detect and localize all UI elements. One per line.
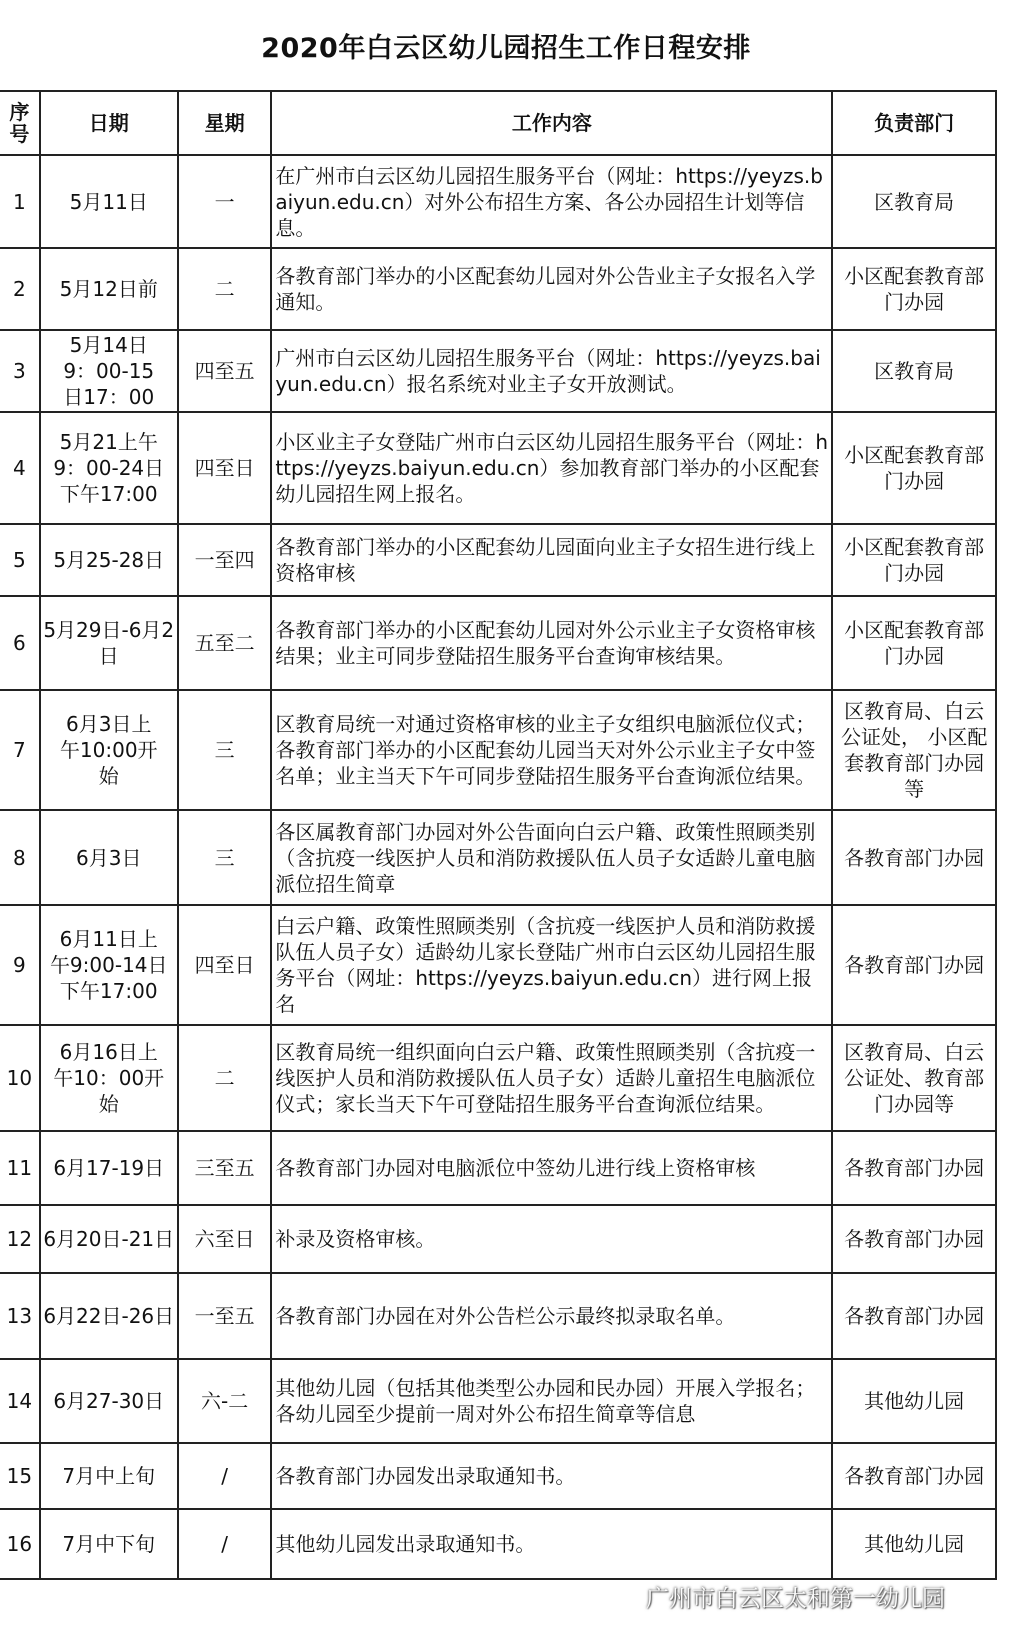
cell-date-text: 6月22日-26日 [43,1304,175,1328]
cell-date-text: 6月3日上午10:00开始 [59,712,158,788]
cell-dept-text: 小区配套教育部门办园 [844,535,985,585]
cell-weekday-text: 四至日 [194,456,255,480]
cell-no-text: 6 [12,631,26,655]
cell-dept-text: 区教育局、白云公证处， 小区配套教育部门办园等 [840,699,988,801]
cell-dept [832,690,996,810]
cell-date [40,1273,178,1359]
cell-content-text: 各教育部门办园发出录取通知书。 [275,1464,576,1488]
table-row [0,248,996,330]
cell-dept-text: 各教育部门办园 [844,1156,985,1180]
page-title: 2020年白云区幼儿园招生工作日程安排 [261,32,751,64]
cell-no [0,248,40,330]
cell-no [0,1131,40,1205]
table-row [0,1025,996,1131]
header-no [0,91,40,155]
header-weekday: 星期 [178,91,272,155]
cell-content-text: 各教育部门举办的小区配套幼儿园对外公示业主子女资格审核结果；业主可同步登陆招生服务平台查询审核结果。 [275,618,816,668]
cell-date-text: 6月20日-21日 [43,1227,175,1251]
cell-content [271,524,832,596]
cell-weekday-text: 二 [214,277,235,301]
cell-no [0,330,40,412]
table-row [0,1131,996,1205]
cell-weekday-text: 五至二 [194,631,255,655]
cell-content-text: 其他幼儿园（包括其他类型公办园和民办园）开展入学报名；各幼儿园至少提前一周对外公布招生简章等信息 [275,1376,816,1426]
cell-no [0,596,40,690]
cell-dept [832,1273,996,1359]
cell-content-text: 小区业主子女登陆广州市白云区幼儿园招生服务平台（网址：https://yeyzs.baiyun.edu.cn）参加教育部门举办的小区配套幼儿园招生网上报名。 [275,430,829,506]
table-row [0,155,996,248]
cell-weekday-text: 三至五 [194,1156,255,1180]
cell-dept-text: 小区配套教育部门办园 [844,618,985,668]
cell-date-text: 6月27-30日 [53,1389,165,1413]
cell-no-text: 2 [12,277,26,301]
cell-no-text: 9 [12,953,26,977]
cell-content-text: 各教育部门办园在对外公告栏公示最终拟录取名单。 [275,1304,736,1328]
cell-no [0,1273,40,1359]
cell-content-text: 其他幼儿园发出录取通知书。 [275,1532,536,1556]
cell-dept [832,524,996,596]
cell-no [0,1205,40,1273]
cell-weekday-text: 一至五 [194,1304,255,1328]
cell-weekday-text: 三 [214,845,235,870]
cell-dept-text: 各教育部门办园 [844,953,985,977]
cell-date [40,155,178,248]
cell-content [271,248,832,330]
table-row [0,905,996,1025]
cell-content [271,330,832,412]
table-row [0,1273,996,1359]
table-row [0,524,996,596]
cell-content [271,690,832,810]
cell-no [0,905,40,1025]
header-date: 日期 [40,91,178,155]
table-row [0,810,996,905]
cell-dept-text: 区教育局、白云公证处、教育部门办园等 [844,1040,985,1116]
table-row [0,596,996,690]
cell-date [40,524,178,596]
wechat-icon [608,1581,638,1611]
cell-date [40,596,178,690]
cell-date-text: 5月25-28日 [53,548,165,572]
cell-dept-text: 各教育部门办园 [844,1304,985,1328]
table-row [0,1509,996,1579]
cell-content-text: 各教育部门办园对电脑派位中签幼儿进行线上资格审核 [275,1156,756,1180]
cell-dept [832,330,996,412]
cell-dept [832,1359,996,1443]
cell-content [271,1273,832,1359]
cell-no-text: 12 [6,1227,33,1251]
cell-dept-text: 各教育部门办园 [844,845,985,870]
table-row [0,690,996,810]
cell-weekday [178,524,272,596]
schedule-table [0,90,997,1580]
cell-no-text: 10 [6,1066,33,1090]
watermark-text: 广州市白云区太和第一幼儿园 [646,1585,945,1612]
cell-weekday-text: 六-二 [200,1389,249,1413]
cell-no-text: 1 [12,189,26,214]
cell-dept [832,1509,996,1579]
cell-no [0,524,40,596]
cell-weekday-text: / [221,1464,228,1488]
table-row [0,412,996,524]
cell-weekday-text: 三 [214,738,235,762]
cell-content [271,1025,832,1131]
cell-content [271,1359,832,1443]
cell-dept [832,155,996,248]
cell-no [0,412,40,524]
cell-dept-text: 区教育局 [874,189,955,214]
cell-weekday-text: 四至日 [194,953,255,977]
cell-date-text: 5月14日9：00-15日17：00 [63,333,155,409]
cell-weekday [178,905,272,1025]
cell-content-text: 各教育部门举办的小区配套幼儿园对外公告业主子女报名入学通知。 [275,264,816,314]
cell-weekday [178,1509,272,1579]
cell-no [0,810,40,905]
cell-date [40,810,178,905]
cell-no-text: 5 [12,548,26,572]
cell-content-text: 各区属教育部门办园对外公告面向白云户籍、政策性照顾类别（含抗疫一线医护人员和消防救援队伍人员子女适龄儿童电脑派位招生简章 [275,819,816,896]
cell-date [40,330,178,412]
cell-date [40,690,178,810]
cell-dept [832,1205,996,1273]
cell-date [40,1205,178,1273]
cell-no [0,1359,40,1443]
cell-weekday [178,1025,272,1131]
cell-content-text: 白云户籍、政策性照顾类别（含抗疫一线医护人员和消防救援队伍人员子女）适龄幼儿家长登陆广州市白云区幼儿园招生服务平台（网址：https://yeyzs.baiyun.edu.cn）进行网上报名 [275,914,816,1016]
cell-date-text: 5月12日前 [59,277,158,301]
header-content: 工作内容 [271,91,832,155]
cell-no-text: 11 [6,1156,33,1180]
cell-no-text: 16 [6,1532,33,1556]
cell-date [40,1443,178,1509]
cell-weekday [178,155,272,248]
cell-date-text: 6月11日上午9:00-14日下午17:00 [49,927,168,1003]
cell-content [271,412,832,524]
cell-weekday [178,330,272,412]
cell-no-text: 14 [6,1389,33,1413]
cell-content-text: 区教育局统一组织面向白云户籍、政策性照顾类别（含抗疫一线医护人员和消防救援队伍人员子女）适龄儿童招生电脑派位仪式；家长当天下午可登陆招生服务平台查询派位结果。 [275,1040,816,1116]
cell-no-text: 15 [6,1464,33,1488]
cell-dept-text: 各教育部门办园 [844,1227,985,1251]
header-no-text: 序号 [9,100,30,146]
cell-no-text: 7 [12,738,26,762]
cell-content [271,1205,832,1273]
cell-date-text: 6月3日 [76,845,142,870]
table-row [0,330,996,412]
cell-date [40,1509,178,1579]
cell-date [40,1131,178,1205]
cell-no [0,1025,40,1131]
cell-weekday-text: / [221,1532,228,1556]
header-dept: 负责部门 [832,91,996,155]
cell-content-text: 补录及资格审核。 [275,1227,436,1251]
cell-no [0,1443,40,1509]
cell-content-text: 各教育部门举办的小区配套幼儿园面向业主子女招生进行线上资格审核 [275,535,816,585]
cell-no-text: 13 [6,1304,33,1328]
cell-dept [832,1025,996,1131]
cell-content [271,1509,832,1579]
cell-date-text: 7月中下旬 [62,1532,156,1556]
cell-dept-text: 各教育部门办园 [844,1464,985,1488]
cell-weekday [178,810,272,905]
cell-date-text: 5月29日-6月2日 [43,618,175,668]
cell-dept-text: 其他幼儿园 [864,1532,965,1556]
cell-date-text: 5月21上午9：00-24日下午17:00 [53,430,165,506]
cell-date-text: 7月中上旬 [62,1464,156,1488]
cell-content-text: 区教育局统一对通过资格审核的业主子女组织电脑派位仪式；各教育部门举办的小区配套幼儿园当天对外公示业主子女中签名单；业主当天下午可同步登陆招生服务平台查询派位结果。 [275,712,816,788]
cell-date [40,1025,178,1131]
cell-content [271,596,832,690]
cell-date [40,248,178,330]
cell-no-text: 8 [12,845,26,870]
cell-weekday [178,412,272,524]
cell-weekday-text: 二 [214,1066,235,1090]
cell-date-text: 5月11日 [69,189,148,214]
table-body [0,155,996,1579]
cell-weekday-text: 四至五 [194,359,255,383]
cell-no [0,1509,40,1579]
cell-content [271,155,832,248]
cell-date [40,905,178,1025]
cell-weekday [178,1359,272,1443]
cell-content-text: 广州市白云区幼儿园招生服务平台（网址：https://yeyzs.baiyun.edu.cn）报名系统对业主子女开放测试。 [275,346,821,396]
cell-weekday [178,1131,272,1205]
cell-weekday [178,690,272,810]
cell-dept-text: 区教育局 [874,359,955,383]
table-row [0,1359,996,1443]
table-row [0,1443,996,1509]
table-header-row [0,91,996,155]
cell-content [271,1131,832,1205]
cell-dept [832,1131,996,1205]
watermark [608,1578,945,1614]
cell-content [271,1443,832,1509]
cell-date-text: 6月17-19日 [53,1156,165,1180]
cell-no-text: 3 [12,359,26,383]
cell-no [0,690,40,810]
cell-content [271,905,832,1025]
cell-weekday-text: 六至日 [194,1227,255,1251]
cell-content [271,810,832,905]
cell-no [0,155,40,248]
cell-weekday [178,1273,272,1359]
cell-weekday-text: 一至四 [194,548,255,572]
table-row [0,1205,996,1273]
cell-weekday-text: 一 [214,189,235,214]
cell-dept-text: 其他幼儿园 [864,1389,965,1413]
cell-content-text: 在广州市白云区幼儿园招生服务平台（网址：https://yeyzs.baiyun.edu.cn）对外公布招生方案、各公办园招生计划等信息。 [275,163,823,240]
cell-dept-text: 小区配套教育部门办园 [844,264,985,314]
cell-weekday [178,1443,272,1509]
cell-date [40,1359,178,1443]
cell-date [40,412,178,524]
cell-weekday [178,596,272,690]
cell-dept [832,248,996,330]
cell-weekday [178,1205,272,1273]
cell-date-text: 6月16日上午10：00开始 [53,1040,165,1116]
cell-dept [832,905,996,1025]
cell-weekday [178,248,272,330]
cell-dept-text: 小区配套教育部门办园 [844,443,985,493]
cell-dept [832,810,996,905]
cell-dept [832,412,996,524]
cell-dept [832,1443,996,1509]
cell-no-text: 4 [12,456,26,480]
cell-dept [832,596,996,690]
